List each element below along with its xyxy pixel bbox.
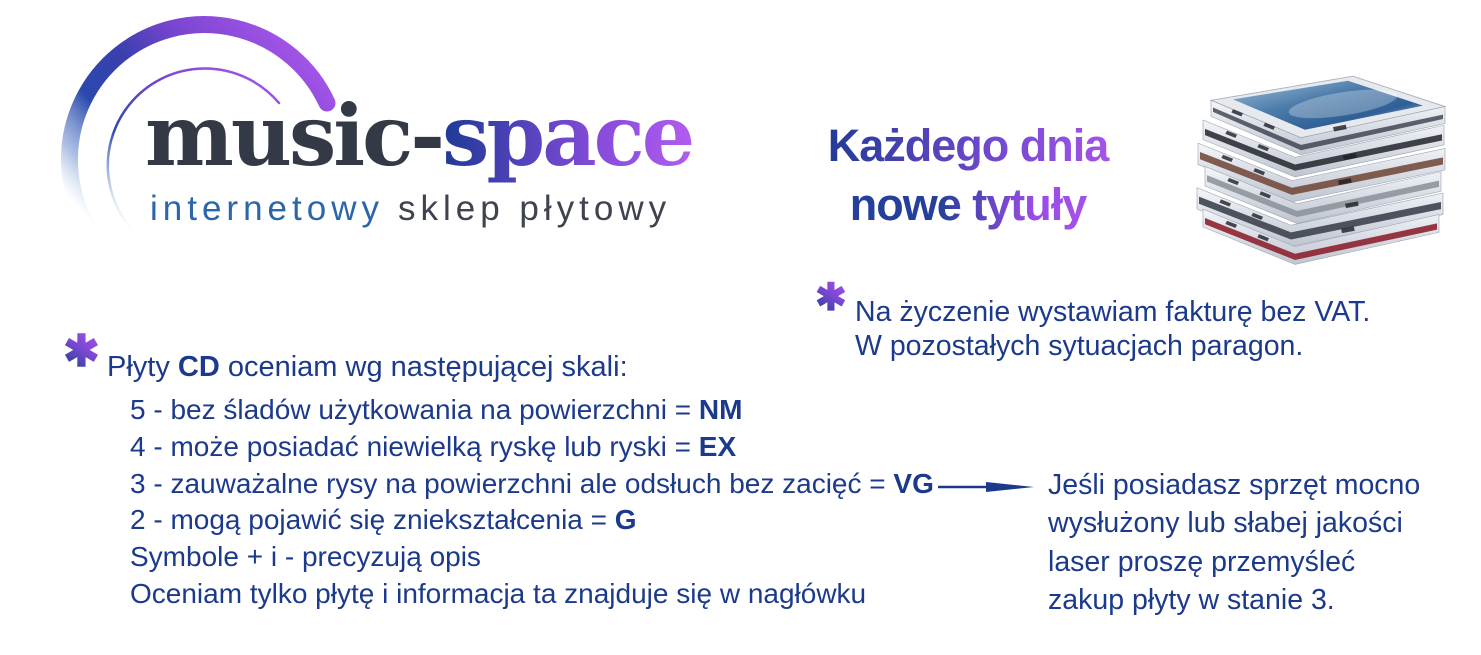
tagline-sklep-plytowy: sklep płytowy <box>397 189 672 228</box>
scale-row-text: Oceniam tylko płytę i informacja ta znajduje się w nagłówku <box>130 577 867 609</box>
grading-heading-cd: CD <box>177 351 220 383</box>
invoice-note-line-1: Na życzenie wystawiam fakturę bez VAT. <box>855 296 1371 328</box>
invoice-note-line-2: W pozostałych sytuacjach paragon. <box>855 329 1304 362</box>
tagline-internetowy: internetowy <box>150 189 384 228</box>
scale-row-text: 2 - mogą pojawić się zniekształcenia = <box>130 504 615 536</box>
invoice-note <box>855 296 1370 363</box>
brand-wordmark <box>145 86 693 185</box>
advice-line-4: zakup płyty w stanie 3. <box>1048 584 1335 617</box>
promo-line-2: nowe tytuły <box>818 175 1118 234</box>
brand-part-music: music- <box>145 86 443 185</box>
scale-row-4 <box>130 429 934 466</box>
scale-row-note <box>130 576 934 613</box>
grading-scale-list <box>130 392 934 613</box>
scale-row-code: G <box>614 504 637 536</box>
grading-heading-prefix: Płyty <box>107 351 178 383</box>
advice-line-3: laser proszę przemyśleć <box>1048 545 1356 578</box>
advice-line-1: Jeśli posiadasz sprzęt mocno <box>1048 469 1421 501</box>
scale-row-code: NM <box>698 394 743 425</box>
promo-slogan <box>818 116 1118 234</box>
scale-row-code: VG <box>893 467 934 499</box>
scale-row-text: 3 - zauważalne rysy na powierzchni ale odsłuch bez zacięć = <box>130 467 894 499</box>
scale-row-5 <box>130 392 934 429</box>
asterisk-icon: ✱ <box>63 327 100 376</box>
advice-line-2: wysłużony lub słabej jakości <box>1048 507 1403 540</box>
scale-row-2 <box>130 502 934 539</box>
brand-tagline <box>150 189 671 229</box>
right-arrow-icon <box>936 476 1036 498</box>
scale-row-text: 4 - może posiadać niewielką ryskę lub ryski = <box>130 430 699 462</box>
promo-line-1: Każdego dnia <box>818 116 1118 175</box>
scale-row-3 <box>130 466 934 503</box>
scale-row-text: Symbole + i - precyzują opis <box>130 541 481 573</box>
asterisk-icon: ✱ <box>815 277 847 319</box>
scale-row-text: 5 - bez śladów użytkowania na powierzchni = <box>130 394 699 425</box>
brand-part-space: space <box>442 86 693 185</box>
advice-block <box>1048 466 1420 620</box>
grading-heading <box>107 351 628 384</box>
scale-row-code: EX <box>698 430 737 462</box>
scale-row-symbols <box>130 539 934 576</box>
grading-heading-suffix: oceniam wg następującej skali: <box>219 351 628 383</box>
cd-stack-image <box>1193 70 1465 268</box>
